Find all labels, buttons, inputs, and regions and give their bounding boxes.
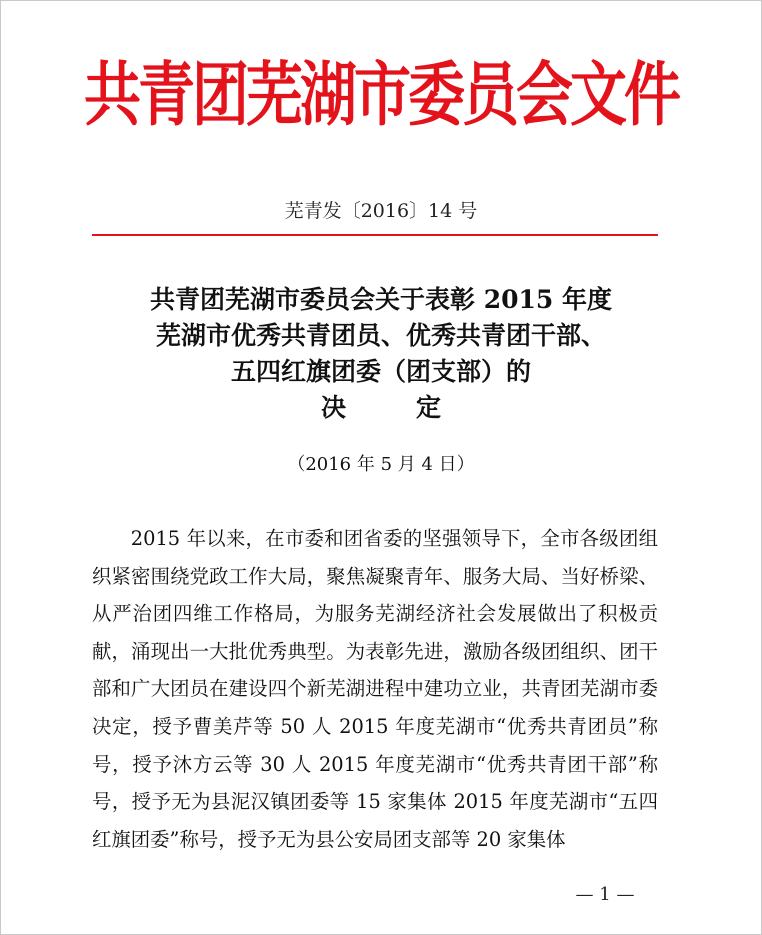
document-date: （2016 年 5 月 4 日） [287,454,475,475]
title-line-2: 芜湖市优秀共青团员、优秀共青团干部、 [155,321,606,350]
document-title [0,282,762,426]
red-divider-line [92,234,658,236]
document-number: 芜青发〔2016〕14 号 [284,200,478,222]
body-paragraph: 2015 年以来，在市委和团省委的坚强领导下，全市各级团组织紧密围绕党政工作大局，聚焦凝聚青年、服务大局、当好桥梁、从严治团四维工作格局，为服务芜湖经济社会发展做出了积极贡献，涌现出一大批优秀典型。为表彰先进，激励各级团组织、团干部和广大团员在建设四个新芜湖进程中建功立业，共青团芜湖市委决定，授予曹美芹等 50 人 2015 年度芜湖市“优秀共青团员”称号，授予沐方云等 30 人 2015 年度芜湖市“优秀共青团干部”称号，授予无为县泥汉镇团委等 15 家集体 2015 年度芜湖市“五四红旗团委”称号，授予无为县公安局团支部等 20 家集体 [92,527,658,851]
document-masthead: 共青团芜湖市委员会文件 [84,53,678,136]
page-number: — 1 — [575,884,635,905]
title-line-3: 五四红旗团委（团支部）的 [230,357,531,386]
title-line-1: 共青团芜湖市委员会关于表彰 2015 年度 [150,285,612,314]
title-line-4: 决定 [320,393,511,422]
